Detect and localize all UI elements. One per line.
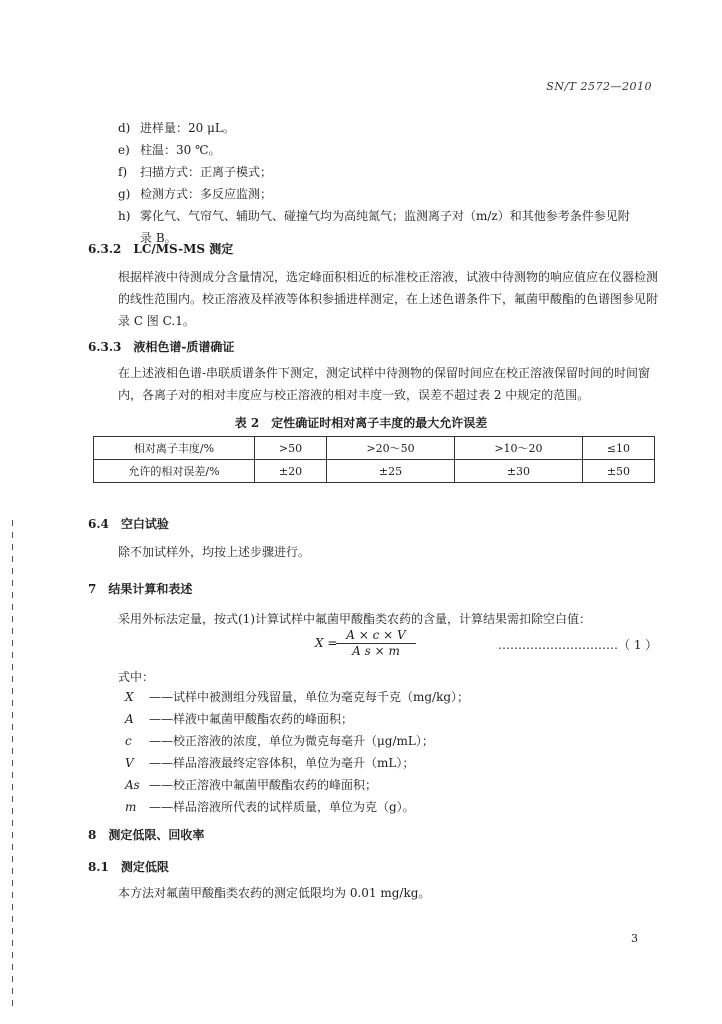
formula-lhs: X = [315, 636, 338, 650]
variable-text: ——校正溶液中氟菌甲酸酯农药的峰面积； [149, 778, 378, 792]
table-cell: ±20 [255, 460, 327, 483]
table-row-header: 允许的相对误差/% [94, 460, 255, 483]
formula-numerator: A × c × V [336, 628, 416, 644]
list-item-label: g) [118, 187, 131, 201]
formula-denominator: A s × m [352, 644, 400, 658]
list-item [118, 183, 272, 205]
variable-text: ——样液中氟菌甲酸酯农药的峰面积； [149, 712, 354, 726]
list-item-label: h) [118, 209, 131, 223]
variable-symbol: As [125, 778, 140, 792]
page-number: 3 [631, 932, 638, 945]
variable-symbol: m [125, 800, 137, 814]
table-row [94, 460, 655, 483]
paragraph-6-3-3: 在上述液相色谱-串联质谱条件下测定，测定试样中待测物的保留时间应在校正溶液保留时间的时间窗内，各离子对的相对丰度应与校正溶液的相对丰度一致，误差不超过表 2 中规定的范围。 [118, 366, 651, 402]
variable-definition [125, 686, 469, 708]
list-item [118, 161, 272, 183]
paragraph-6-4: 除不加试样外，均按上述步骤进行。 [118, 545, 311, 559]
list-item-continuation: 录 B。 [140, 231, 177, 245]
section-heading-7: 7 结果计算和表述 [88, 582, 193, 596]
paragraph-7: 采用外标法定量，按式(1)计算试样中氟菌甲酸酯类农药的含量，计算结果需扣除空白值： [118, 612, 592, 626]
list-item [118, 139, 221, 161]
table-cell: >50 [255, 437, 327, 460]
table-caption: 表 2 定性确证时相对离子丰度的最大允许误差 [234, 416, 488, 430]
list-item-label: e) [118, 143, 130, 157]
variable-symbol: X [125, 690, 134, 704]
where-label: 式中： [118, 670, 155, 684]
variable-definition [125, 752, 414, 774]
variable-definition [125, 774, 377, 796]
scan-edge-mark [12, 520, 13, 1010]
paragraph-6-3-2: 根据样液中待测成分含量情况，选定峰面积相近的标准校正溶液，试液中待测物的响应值应在仪器检测的线性范围内。校正溶液及样液等体积参插进样测定，在上述色谱条件下，氟菌甲酸酯的色谱图参见附录 C 图 C.1。 [118, 270, 659, 328]
variable-text: ——试样中被测组分残留量，单位为毫克每千克（mg/kg）； [149, 690, 470, 704]
list-item-text: 雾化气、气帘气、辅助气、碰撞气均为高纯氮气；监测离子对（m/z）和其他参考条件参见附 [140, 209, 630, 223]
table-cell: ±30 [454, 460, 582, 483]
table-cell: >20～50 [327, 437, 455, 460]
list-item [118, 117, 235, 139]
variable-definition [125, 730, 434, 752]
table-row-header: 相对离子丰度/% [94, 437, 255, 460]
section-heading-8-1: 8.1 测定低限 [88, 860, 169, 874]
variable-definition [125, 796, 415, 818]
section-heading-6-3-3: 6.3.3 液相色谱-质谱确证 [88, 340, 235, 354]
list-item-text: 扫描方式：正离子模式； [140, 165, 273, 179]
paragraph-8-1: 本方法对氟菌甲酸酯类农药的测定低限均为 0.01 mg/kg。 [118, 886, 431, 900]
variable-symbol: V [125, 756, 134, 770]
table-row [94, 437, 655, 460]
variable-symbol: A [125, 712, 134, 726]
document-standard-number: SN/T 2572—2010 [546, 80, 652, 93]
variable-text: ——校正溶液的浓度，单位为微克每毫升（μg/mL）； [149, 734, 434, 748]
table-cell: >10～20 [454, 437, 582, 460]
list-item-text: 进样量：20 μL。 [140, 121, 235, 135]
formula-number: …………………………（ 1 ） [498, 638, 658, 652]
section-heading-8: 8 测定低限、回收率 [88, 828, 205, 842]
list-item-text: 柱温：30 ℃。 [140, 143, 221, 157]
variable-definition [125, 708, 353, 730]
variable-text: ——样品溶液所代表的试样质量，单位为克（g）。 [149, 800, 415, 814]
list-item-label: d) [118, 121, 131, 135]
tolerance-table [93, 436, 655, 483]
list-item-text: 检测方式：多反应监测； [140, 187, 273, 201]
formula-fraction [336, 628, 416, 658]
variable-text: ——样品溶液最终定容体积，单位为毫升（mL）； [149, 756, 415, 770]
variable-symbol: c [125, 734, 132, 748]
section-heading-6-3-2: 6.3.2 LC/MS-MS 测定 [88, 242, 234, 256]
table-cell: ≤10 [582, 437, 654, 460]
section-heading-6-4: 6.4 空白试验 [88, 517, 169, 531]
table-cell: ±25 [327, 460, 455, 483]
table-cell: ±50 [582, 460, 654, 483]
list-item-label: f) [118, 165, 128, 179]
list-item [118, 205, 630, 227]
